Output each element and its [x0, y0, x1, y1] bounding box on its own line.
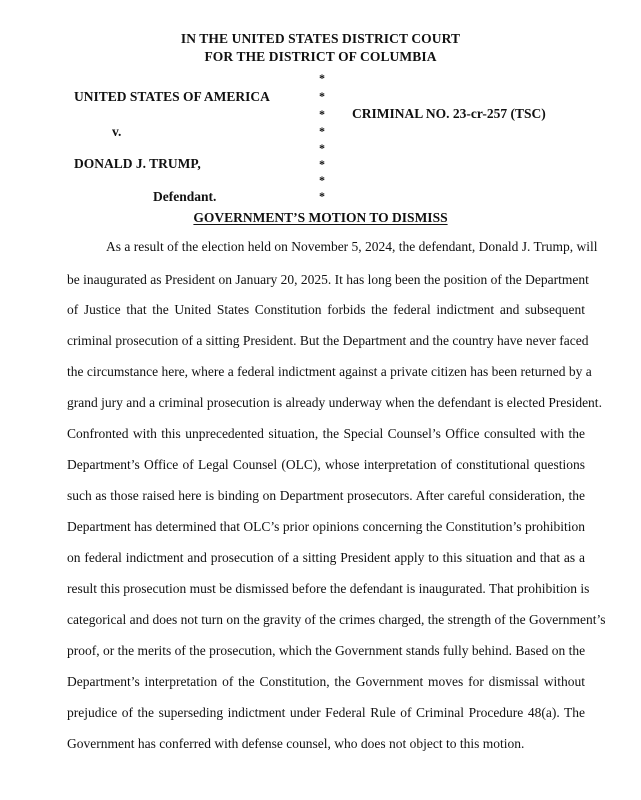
- body-line: Confronted with this unprecedented situation, the Special Counsel’s Office consulted with the: [67, 426, 585, 441]
- caption-star: *: [319, 141, 325, 155]
- caption-star: *: [319, 173, 325, 187]
- versus-label: v.: [112, 124, 122, 139]
- caption-star: *: [319, 189, 325, 203]
- body-line: be inaugurated as President on January 20, 2025. It has long been the position of the Department: [67, 272, 589, 287]
- body-line: the circumstance here, where a federal indictment against a private citizen has been returned by a: [67, 364, 592, 379]
- motion-title: GOVERNMENT’S MOTION TO DISMISS: [193, 210, 448, 225]
- body-line: categorical and does not turn on the gravity of the crimes charged, the strength of the Government’s: [67, 612, 606, 627]
- defendant-label: Defendant.: [153, 189, 217, 204]
- caption-star: *: [319, 124, 325, 138]
- case-number: CRIMINAL NO. 23-cr-257 (TSC): [352, 106, 546, 121]
- body-line: such as those raised here is binding on Department prosecutors. After careful consideration, the: [67, 488, 585, 503]
- defendant-name: DONALD J. TRUMP,: [74, 156, 201, 171]
- body-line: Department’s interpretation of the Constitution, the Government moves for dismissal without: [67, 674, 585, 689]
- caption-star: *: [319, 107, 325, 121]
- body-line: grand jury and a criminal prosecution is already underway when the defendant is elected President.: [67, 395, 602, 410]
- body-line: criminal prosecution of a sitting President. But the Department and the country have never faced: [67, 333, 589, 348]
- court-name-line-2: FOR THE DISTRICT OF COLUMBIA: [204, 49, 437, 64]
- body-line: Government has conferred with defense counsel, who does not object to this motion.: [67, 736, 525, 751]
- body-line: Department has determined that OLC’s prior opinions concerning the Constitution’s prohibition: [67, 519, 585, 534]
- body-line: on federal indictment and prosecution of a sitting President apply to this situation and that as a: [67, 550, 585, 565]
- caption-star: *: [319, 89, 325, 103]
- body-line: of Justice that the United States Constitution forbids the federal indictment and subsequent: [67, 302, 585, 317]
- body-line: proof, or the merits of the prosecution, which the Government stands fully behind. Based on the: [67, 643, 586, 658]
- court-name-line-1: IN THE UNITED STATES DISTRICT COURT: [180, 31, 461, 46]
- caption-star: *: [319, 157, 325, 171]
- caption-star: *: [319, 71, 325, 85]
- body-line: As a result of the election held on November 5, 2024, the defendant, Donald J. Trump, will: [106, 239, 598, 254]
- body-line: result this prosecution must be dismissed before the defendant is inaugurated. That prohibition is: [67, 581, 590, 596]
- body-line: Department’s Office of Legal Counsel (OLC), whose interpretation of constitutional questions: [67, 457, 585, 472]
- plaintiff-name: UNITED STATES OF AMERICA: [74, 89, 270, 104]
- body-line: prejudice of the superseding indictment under Federal Rule of Criminal Procedure 48(a). The: [67, 705, 585, 720]
